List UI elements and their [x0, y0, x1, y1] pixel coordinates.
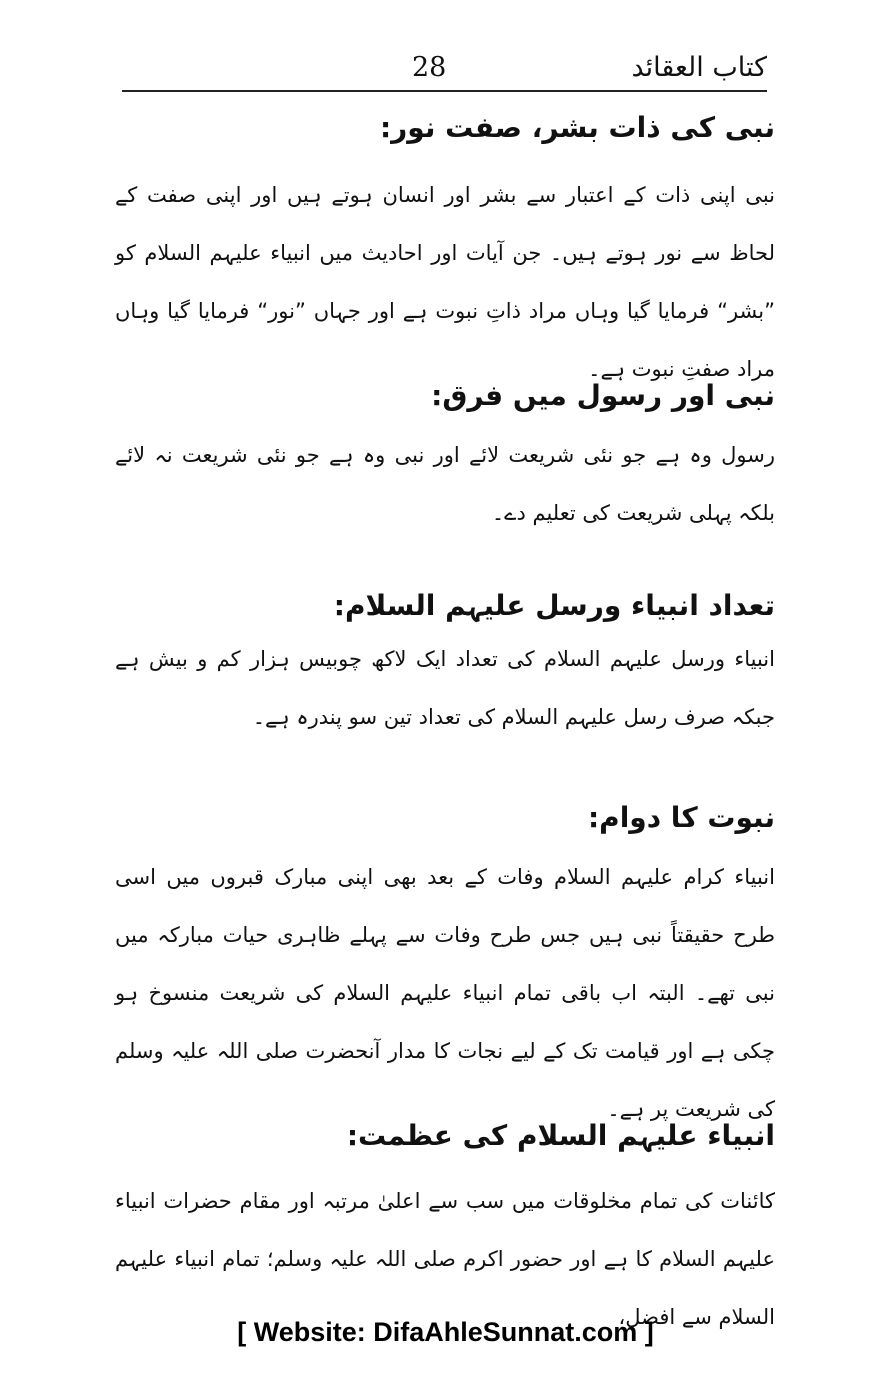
- section-heading: نبی اور رسول میں فرق:: [431, 379, 775, 412]
- section-paragraph: انبیاء ورسل علیہم السلام کی تعداد ایک لاکھ چوبیس ہزار کم و بیش ہے جبکہ صرف رسل علیہم السلام کی تعداد تین سو پندرہ ہے۔: [115, 647, 775, 729]
- section-heading: نبی کی ذات بشر، صفت نور:: [379, 111, 775, 144]
- section-paragraph: نبی اپنی ذات کے اعتبار سے بشر اور انسان ہوتے ہیں اور اپنی صفت کے لحاظ سے نور ہوتے ہیں۔ جن آیات اور احادیث میں انبیاء علیہم السلام کو ”بشر“ فرمایا گیا وہاں مراد ذاتِ نبوت ہے اور جہاں ”نور“ فرمایا گیا وہاں مراد صفتِ نبوت ہے۔: [115, 183, 775, 381]
- section-heading: تعداد انبیاء ورسل علیہم السلام:: [333, 589, 775, 622]
- section-paragraph: رسول وہ ہے جو نئی شریعت لائے اور نبی وہ ہے جو نئی شریعت نہ لائے بلکہ پہلی شریعت کی تعلیم دے۔: [115, 443, 775, 525]
- section-paragraph: انبیاء کرام علیہم السلام وفات کے بعد بھی اپنی مبارک قبروں میں اسی طرح حقیقتاً نبی ہیں جس طرح وفات سے پہلے ظاہری حیات مبارکہ میں نبی تھے۔ البتہ اب باقی تمام انبیاء علیہم السلام کی شریعت منسوخ ہو چکی ہے اور قیامت تک کے لیے نجات کا مدار آنحضرت صلی اللہ علیہ وسلم کی شریعت پر ہے۔: [115, 865, 775, 1121]
- section-anbiya-azmat: [115, 1116, 775, 1346]
- section-heading: انبیاء علیہم السلام کی عظمت:: [346, 1119, 775, 1152]
- section-tadaad-anbiya: [115, 586, 775, 746]
- page-header: [122, 48, 767, 92]
- website-footer: [ Website: DifaAhleSunnat.com ]: [237, 1317, 654, 1347]
- section-nabi-zaat: [115, 108, 775, 398]
- section-nubuwwat-dawaam: [115, 798, 775, 1138]
- section-paragraph: کائنات کی تمام مخلوقات میں سب سے اعلیٰ مرتبہ اور مقام حضرات انبیاء علیہم السلام کا ہے اور حضور اکرم صلی اللہ علیہ وسلم؛ تمام انبیاء علیہم السلام سے افضل،: [115, 1189, 775, 1329]
- book-title: کتاب العقائد: [631, 52, 767, 83]
- section-nabi-rasool-farq: [115, 376, 775, 542]
- section-heading: نبوت کا دوام:: [587, 801, 775, 834]
- page-number: 28: [412, 52, 447, 83]
